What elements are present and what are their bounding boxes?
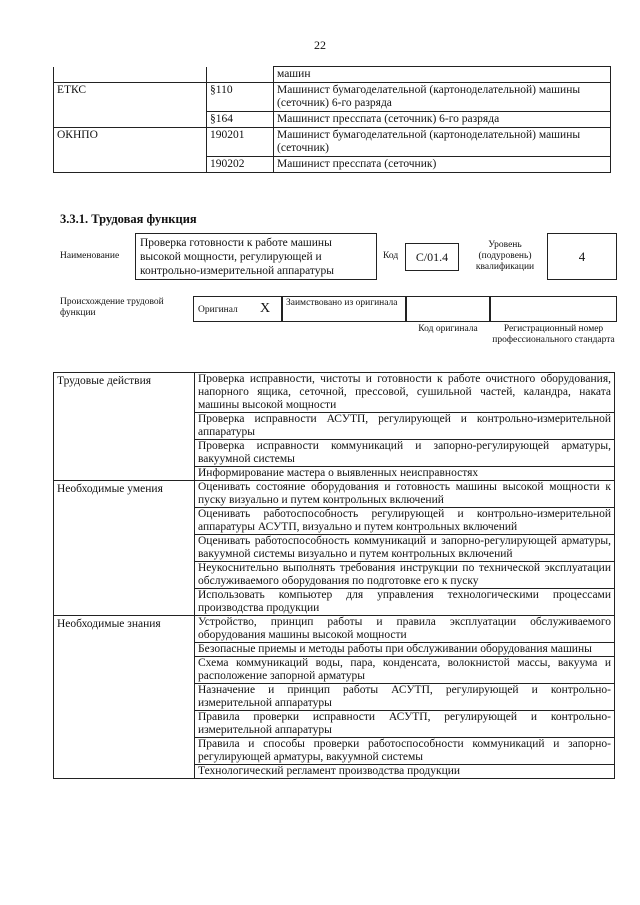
table-cell: Правила проверки исправности АСУТП, регулирующей и контрольно-измерительной аппаратуры — [195, 711, 615, 738]
table-cell: 190201 — [207, 128, 274, 157]
reg-number-box — [490, 296, 617, 322]
code-original-label: Код оригинала — [418, 324, 478, 334]
table-cell: ЕТКС — [54, 83, 207, 128]
table-cell: Назначение и принцип работы АСУТП, регулирующей и контрольно-измерительной аппаратуры — [195, 684, 615, 711]
heading-labor-actions: Трудовые действия — [54, 373, 195, 481]
table-cell: Машинист бумагоделательной (картоноделательной) машины (сеточник) — [274, 128, 611, 157]
level-value-box: 4 — [547, 233, 617, 280]
table-cell: ОКНПО — [54, 128, 207, 173]
code-label: Код — [383, 251, 399, 261]
original-box — [193, 296, 282, 322]
table-cell: Машинист пресспата (сеточник) — [274, 157, 611, 173]
table-cell: Проверка исправности, чистоты и готовности к работе очистного оборудования, напорного ящика, сеточной, прессовой, сушильной частей, каландра, наката машины высокой мощности — [195, 373, 615, 413]
section-title: 3.3.1. Трудовая функция — [60, 212, 197, 226]
table-cell: Информирование мастера о выявленных неисправностях — [195, 467, 615, 481]
classification-table — [53, 66, 611, 173]
table-row — [54, 128, 611, 157]
table-cell: Технологический регламент производства продукции — [195, 765, 615, 779]
origin-label: Происхождение трудовой функции — [60, 297, 164, 318]
code-original-box — [406, 296, 490, 322]
table-cell: Безопасные приемы и методы работы при обслуживании оборудования машины — [195, 643, 615, 657]
table-cell: 190202 — [207, 157, 274, 173]
table-cell: Правила и способы проверки работоспособности коммуникаций и запорно-регулирующей арматуры, вакуумной системы — [195, 738, 615, 765]
table-cell: §110 — [207, 83, 274, 112]
borrowed-box: Заимствовано из оригинала — [282, 296, 406, 322]
table-cell — [54, 67, 207, 83]
table-cell: машин — [274, 67, 611, 83]
table-cell: Оценивать работоспособность регулирующей и контрольно-измерительной аппаратуры АСУТП, визуально и путем контрольных включений — [195, 508, 615, 535]
page-number: 22 — [314, 38, 326, 52]
function-name-box: Проверка готовности к работе машины высокой мощности, регулирующей и контрольно-измерительной аппаратуры — [135, 233, 377, 280]
table-cell: Устройство, принцип работы и правила эксплуатации обслуживаемого оборудования машины высокой мощности — [195, 616, 615, 643]
name-label: Наименование — [60, 251, 120, 261]
heading-required-skills: Необходимые умения — [54, 481, 195, 616]
original-label: Оригинал — [198, 305, 238, 315]
table-cell: Схема коммуникаций воды, пара, конденсата, волокнистой массы, вакуума и расположение запорной арматуры — [195, 657, 615, 684]
table-cell — [207, 67, 274, 83]
table-cell: Машинист пресспата (сеточник) 6-го разряда — [274, 112, 611, 128]
table-row — [54, 67, 611, 83]
table-cell: Машинист бумагоделательной (картоноделательной) машины (сеточник) 6-го разряда — [274, 83, 611, 112]
code-value-box: C/01.4 — [405, 243, 459, 271]
table-cell: Оценивать работоспособность коммуникаций и запорно-регулирующей арматуры, вакуумной системы визуально и путем контрольных включений — [195, 535, 615, 562]
table-cell: Проверка исправности АСУТП, регулирующей и контрольно-измерительной аппаратуры — [195, 413, 615, 440]
table-cell: §164 — [207, 112, 274, 128]
table-row — [54, 616, 615, 643]
table-cell: Проверка исправности коммуникаций и запорно-регулирующей арматуры, вакуумной системы — [195, 440, 615, 467]
table-cell: Неукоснительно выполнять требования инструкции по технической эксплуатации обслуживаемого оборудования по подготовке его к пуску — [195, 562, 615, 589]
heading-required-knowledge: Необходимые знания — [54, 616, 195, 779]
level-label: Уровень (подуровень) квалификации — [475, 240, 535, 272]
original-mark: X — [260, 301, 271, 316]
table-cell: Оценивать состояние оборудования и готовность машины высокой мощности к пуску визуально и путем контрольных включений — [195, 481, 615, 508]
table-cell: Использовать компьютер для управления технологическими процессами производства продукции — [195, 589, 615, 616]
table-row — [54, 83, 611, 112]
function-details-table — [53, 372, 615, 779]
reg-number-label: Регистрационный номер профессионального стандарта — [492, 324, 615, 345]
table-row — [54, 481, 615, 508]
table-row — [54, 373, 615, 413]
